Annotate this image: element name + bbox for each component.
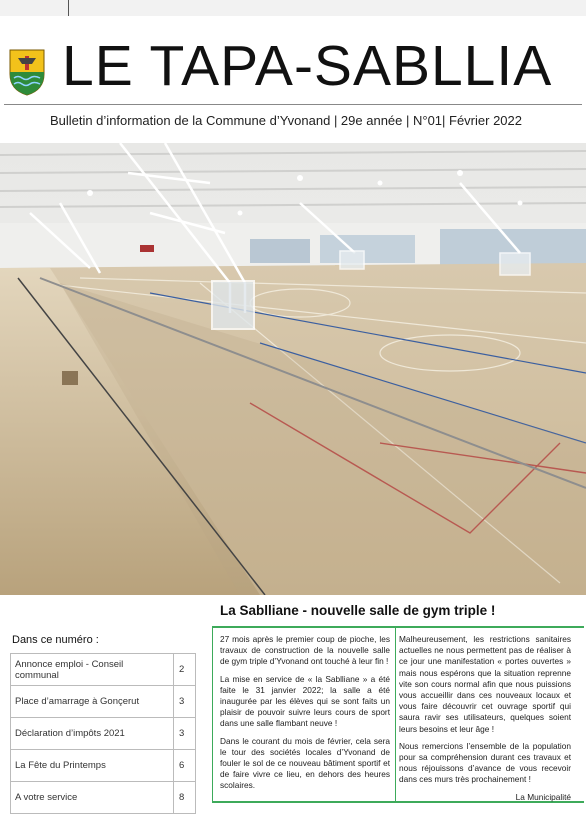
title-divider (4, 104, 582, 105)
toc-label: La Fête du Printemps (11, 750, 174, 782)
column-separator-left (212, 628, 213, 801)
bulletin-title: LE TAPA-SABLLIA (62, 34, 553, 98)
toc-row[interactable] (11, 750, 196, 782)
toc-page: 8 (174, 782, 196, 814)
toc-title: Dans ce numéro : (12, 634, 99, 646)
article-paragraph: Malheureusement, les restrictions sanitaires actuelles ne nous permettent pas de réaliser à ce jour une manifestation « portes ouvertes » mais nous espérons que la situation reprenne vite son cours normal afin que nous puissions vous accueillir dans ces nouveaux locaux et vous faire découvrir cet ouvrage sportif qui saura ravir ses utilisateurs, quelques soient leurs besoins et leur âge ! (399, 634, 571, 734)
toc-row[interactable] (11, 718, 196, 750)
top-strip (0, 0, 586, 16)
toc-page: 3 (174, 686, 196, 718)
green-divider-top (212, 626, 584, 628)
column-separator-right (395, 628, 396, 801)
gym-hall-photo (0, 143, 586, 595)
bulletin-subtitle: Bulletin d’information de la Commune d’Yvonand | 29e année | N°01| Février 2022 (49, 113, 522, 128)
article-paragraph: La mise en service de « la Sablliane » a été faite le 31 janvier 2022; la salle a été inaugurée par les élèves qui se sont faits un plaisir de pouvoir suivre leurs cours de sport dans une salle flambant neuve ! (220, 673, 390, 729)
toc-page: 6 (174, 750, 196, 782)
toc-page: 3 (174, 718, 196, 750)
table-of-contents (10, 653, 196, 814)
article-column-2 (399, 634, 571, 803)
article-headline: La Sablliane - nouvelle salle de gym triple ! (220, 603, 496, 618)
toc-label: Place d’amarrage à Gonçerut (11, 686, 174, 718)
toc-label: Déclaration d’impôts 2021 (11, 718, 174, 750)
article-paragraph: Nous remercions l’ensemble de la population pour sa compréhension durant ces travaux et nous réjouissons d’avance de vous recevoir dans ces murs très prochainement ! (399, 740, 571, 785)
toc-label: Annonce emploi - Conseil communal (11, 654, 174, 686)
article-paragraph: 27 mois après le premier coup de pioche, les travaux de construction de la nouvelle salle de gym triple d’Yvonand ont touché à leur fin ! (220, 634, 390, 667)
article-signature: La Municipalité (515, 791, 571, 802)
toc-row[interactable] (11, 782, 196, 814)
municipal-crest-icon (8, 48, 46, 96)
toc-row[interactable] (11, 686, 196, 718)
article-paragraph: Dans le courant du mois de février, cela sera le tour des sociétés locales d’Yvonand de fouler le sol de ce nouveau bâtiment sportif et de faire vivre ce lieu, en dehors des heures scolaires. (220, 735, 390, 791)
toc-page: 2 (174, 654, 196, 686)
toc-row[interactable] (11, 654, 196, 686)
toc-label: A votre service (11, 782, 174, 814)
article-column-1 (220, 634, 390, 798)
